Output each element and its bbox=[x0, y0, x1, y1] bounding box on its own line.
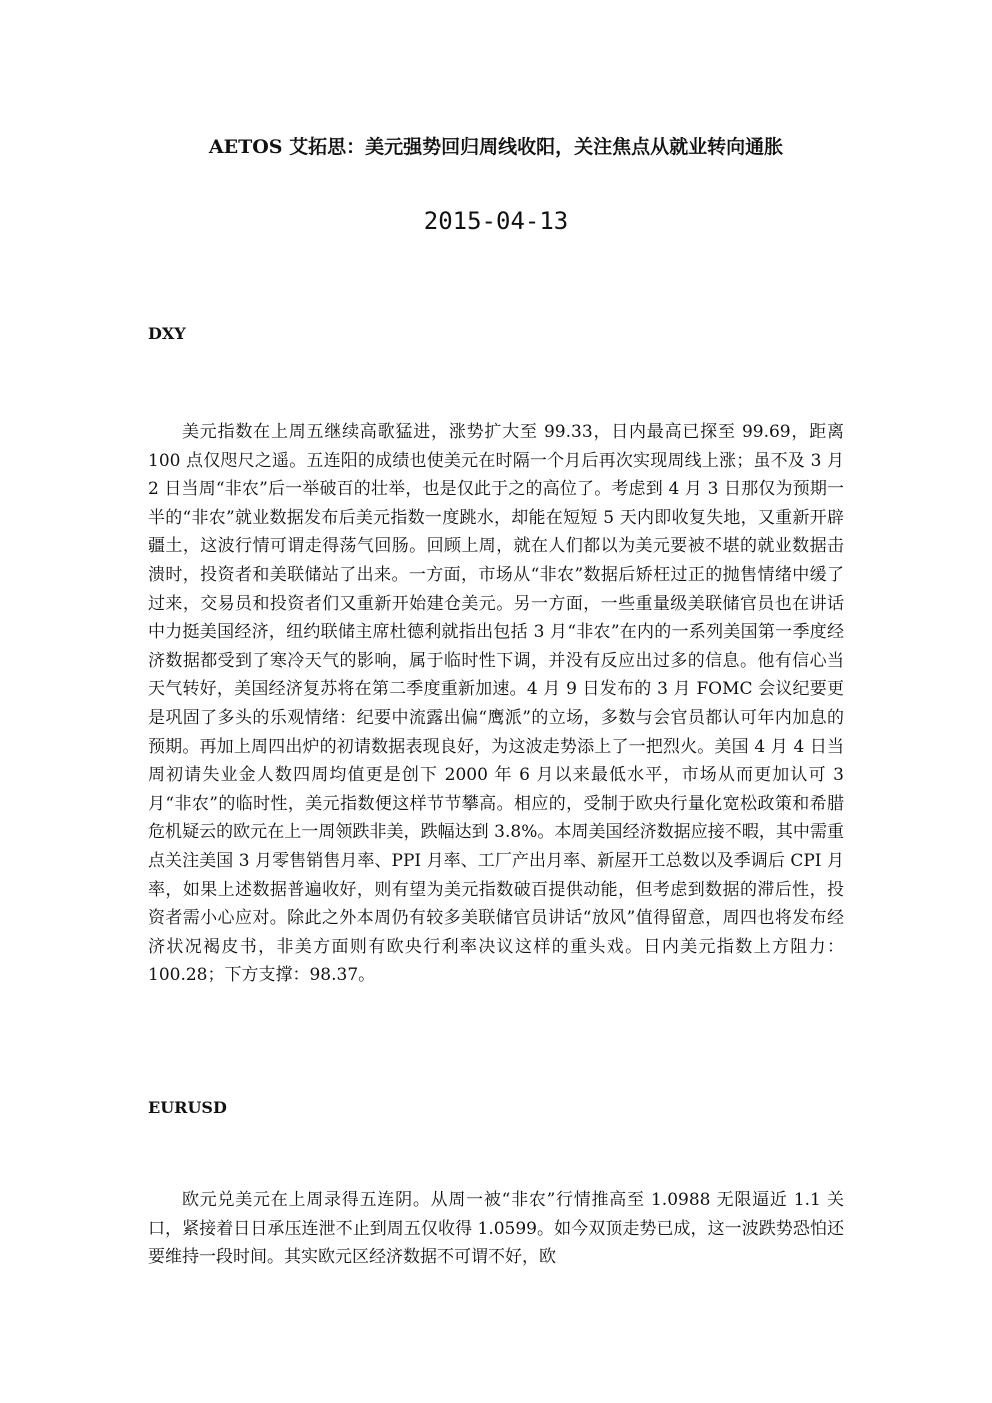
document-title: AETOS 艾拓思：美元强势回归周线收阳，关注焦点从就业转向通胀 bbox=[208, 136, 784, 158]
section-body-eurusd: 欧元兑美元在上周录得五连阴。从周一被“非农”行情推高至 1.0988 无限逼近 1.1 关口，紧接着日日承压连泄不止到周五仅收得 1.0599。如今双顶走势已成，这一波跌势恐怕还要维持一段时间。其实欧元区经济数据不可谓不好，欧 bbox=[148, 1190, 844, 1268]
section-heading-dxy: DXY bbox=[148, 324, 186, 343]
document-date: 2015-04-13 bbox=[423, 207, 569, 235]
section-body-dxy: 美元指数在上周五继续高歌猛进，涨势扩大至 99.33，日内最高已探至 99.69，距离 100 点仅咫尺之遥。五连阳的成绩也使美元在时隔一个月后再次实现周线上涨；虽不及 3 月 2 日当周“非农”后一举破百的壮举，也是仅此于之的高位了。考虑到 4 月 3 日那仅为预期一半的“非农”就业数据发布后美元指数一度跳水，却能在短短 5 天内即收复失地，又重新开辟疆土，这波行情可谓走得荡气回肠。回顾上周，就在人们都以为美元要被不堪的就业数据击溃时，投资者和美联储站了出来。一方面，市场从“非农”数据后矫枉过正的抛售情绪中缓了过来，交易员和投资者们又重新开始建仓美元。另一方面，一些重量级美联储官员也在讲话中力挺美国经济，纽约联储主席杜德利就指出包括 3 月“非农”在内的一系列美国第一季度经济数据都受到了寒冷天气的影响，属于临时性下调，并没有反应出过多的信息。他有信心当天气转好，美国经济复苏将在第二季度重新加速。4 月 9 日发布的 3 月 FOMC 会议纪要更是巩固了多头的乐观情绪：纪要中流露出偏“鹰派”的立场，多数与会官员都认可年内加息的预期。再加上周四出炉的初请数据表现良好，为这波走势添上了一把烈火。美国 4 月 4 日当周初请失业金人数四周均值更是创下 2000 年 6 月以来最低水平，市场从而更加认可 3 月“非农”的临时性，美元指数便这样节节攀高。相应的，受制于欧央行量化宽松政策和希腊危机疑云的欧元在上一周领跌非美，跌幅达到 3.8%。本周美国经济数据应接不暇，其中需重点关注美国 3 月零售销售月率、PPI 月率、工厂产出月率、新屋开工总数以及季调后 CPI 月率，如果上述数据普遍收好，则有望为美元指数破百提供动能，但考虑到数据的滞后性，投资者需小心应对。除此之外本周仍有较多美联储官员讲话“放风”值得留意，周四也将发布经济状况褐皮书，非美方面则有欧央行利率决议这样的重头戏。日内美元指数上方阻力：100.28；下方支撑：98.37。 bbox=[148, 422, 844, 986]
section-heading-eurusd: EURUSD bbox=[148, 1098, 227, 1117]
